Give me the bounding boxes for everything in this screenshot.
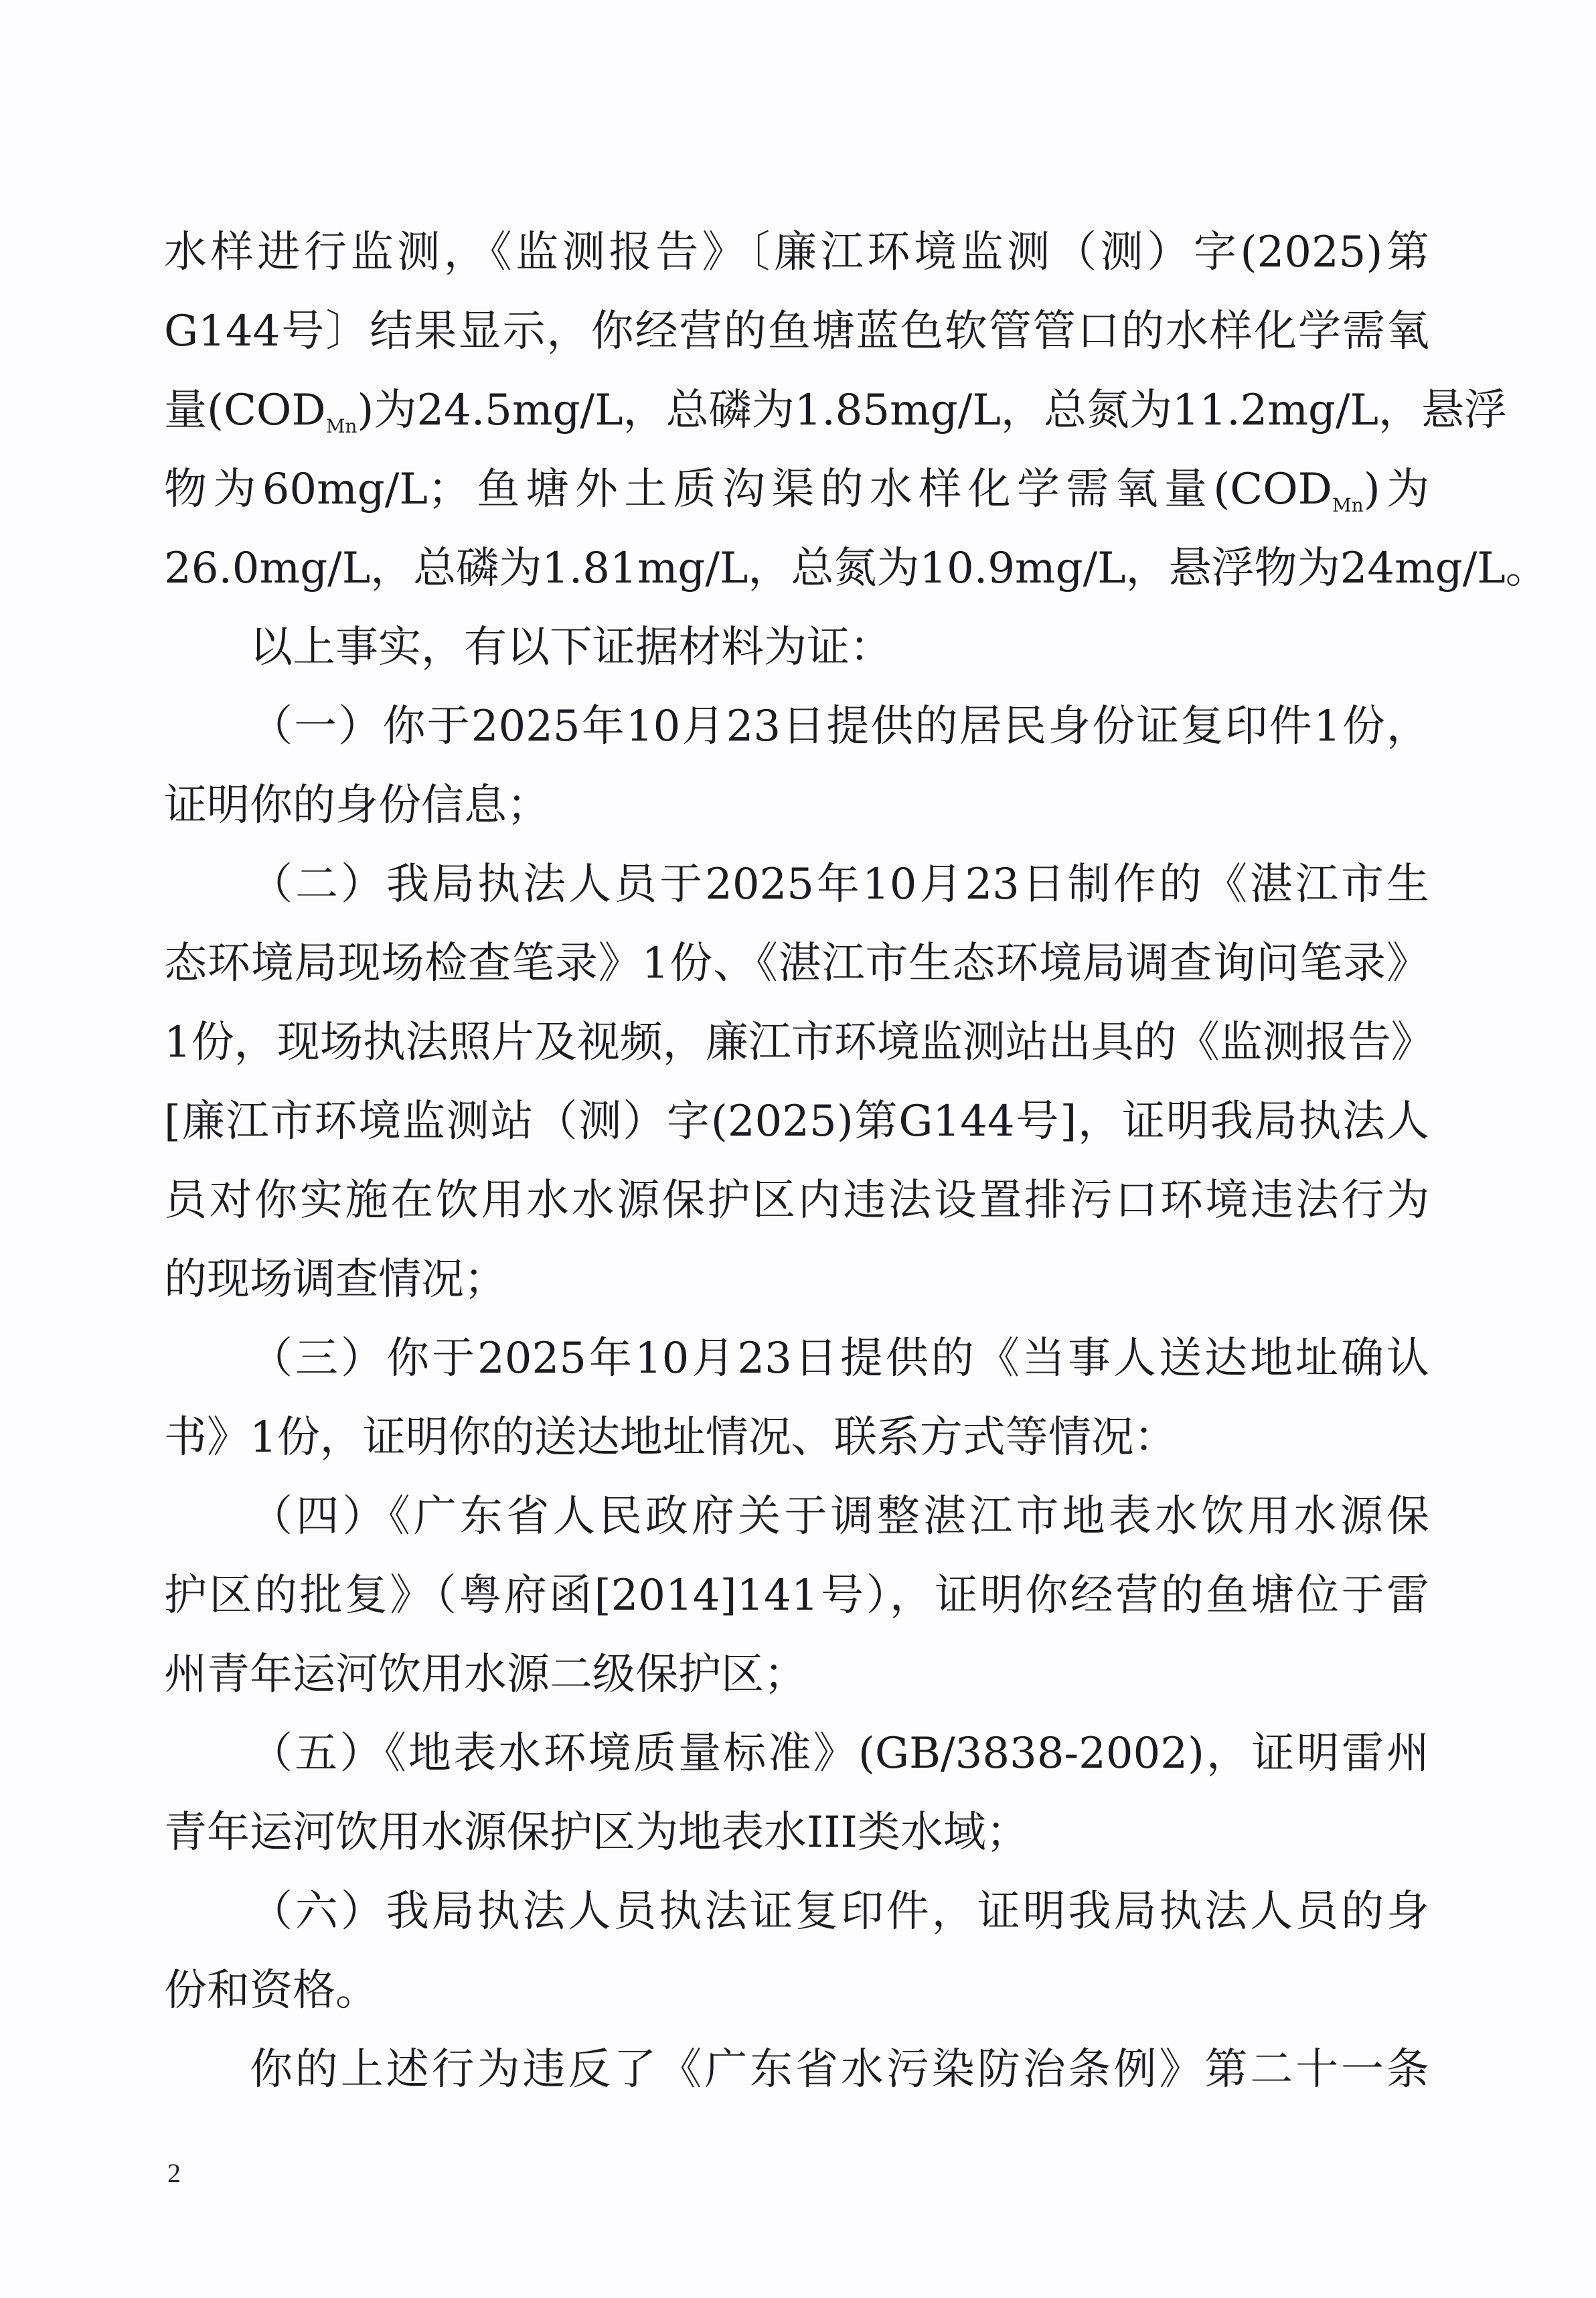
evidence-intro: 以上事实，有以下证据材料为证： — [250, 623, 892, 672]
evidence-item-1: （一）你于2025年10月23日提供的居民身份证复印件1份， — [250, 702, 1429, 751]
text-line: 证明你的身份信息； — [164, 781, 550, 830]
subscript-mn: Mn — [325, 415, 357, 437]
text-line: 书》1份，证明你的送达地址情况、联系方式等情况： — [164, 1413, 1177, 1462]
evidence-item-5: （五）《地表水环境质量标准》(GB/3838-2002)，证明雷州 — [250, 1729, 1429, 1778]
text-line: 份和资格。 — [164, 1966, 378, 2015]
evidence-item-4: （四）《广东省人民政府关于调整湛江市地表水饮用水源保 — [250, 1492, 1429, 1541]
text-line: [廉江市环境监测站（测）字(2025)第G144号]，证明我局执法人 — [164, 1097, 1429, 1146]
text-line-cod: 量$(COD_{Mn})$为24.5mg/L，总磷为1.85mg/L，总氮为11.2mg/L，悬浮 — [164, 386, 1508, 437]
text-line: 水样进行监测，《监测报告》〔廉江环境监测（测）字(2025)第 — [164, 228, 1429, 277]
document-body — [164, 213, 1548, 2109]
text-line: 的现场调查情况； — [164, 1255, 507, 1304]
text-line: 员对你实施在饮用水水源保护区内违法设置排污口环境违法行为 — [164, 1176, 1429, 1225]
subscript-mn: Mn — [1332, 494, 1364, 516]
text-line-cod: 物为60mg/L；鱼塘外土质沟渠的水样化学需氧量$(COD_{Mn})$为 — [164, 465, 1430, 516]
text-line: 青年运河饮用水源保护区为地表水III类水域； — [164, 1808, 1029, 1857]
text-line: G144号〕结果显示，你经营的鱼塘蓝色软管管口的水样化学需氧 — [164, 307, 1429, 356]
text-line: 护区的批复》（粤府函[2014]141号），证明你经营的鱼塘位于雷 — [164, 1571, 1429, 1620]
evidence-item-6: （六）我局执法人员执法证复印件，证明我局执法人员的身 — [250, 1887, 1429, 1936]
text-line: 1份，现场执法照片及视频，廉江市环境监测站出具的《监测报告》 — [164, 1018, 1434, 1067]
violation-statement: 你的上述行为违反了《广东省水污染防治条例》第二十一条 — [250, 2045, 1429, 2094]
text-line: 态环境局现场检查笔录》1份、《湛江市生态环境局调查询问笔录》 — [164, 939, 1429, 988]
text-line: 26.0mg/L，总磷为1.81mg/L，总氮为10.9mg/L，悬浮物为24mg/L。 — [164, 544, 1548, 593]
evidence-item-3: （三）你于2025年10月23日提供的《当事人送达地址确认 — [250, 1334, 1429, 1383]
page-number: 2 — [167, 2158, 181, 2188]
text-line: 州青年运河饮用水源二级保护区； — [164, 1650, 807, 1699]
evidence-item-2: （二）我局执法人员于2025年10月23日制作的《湛江市生 — [250, 860, 1429, 909]
